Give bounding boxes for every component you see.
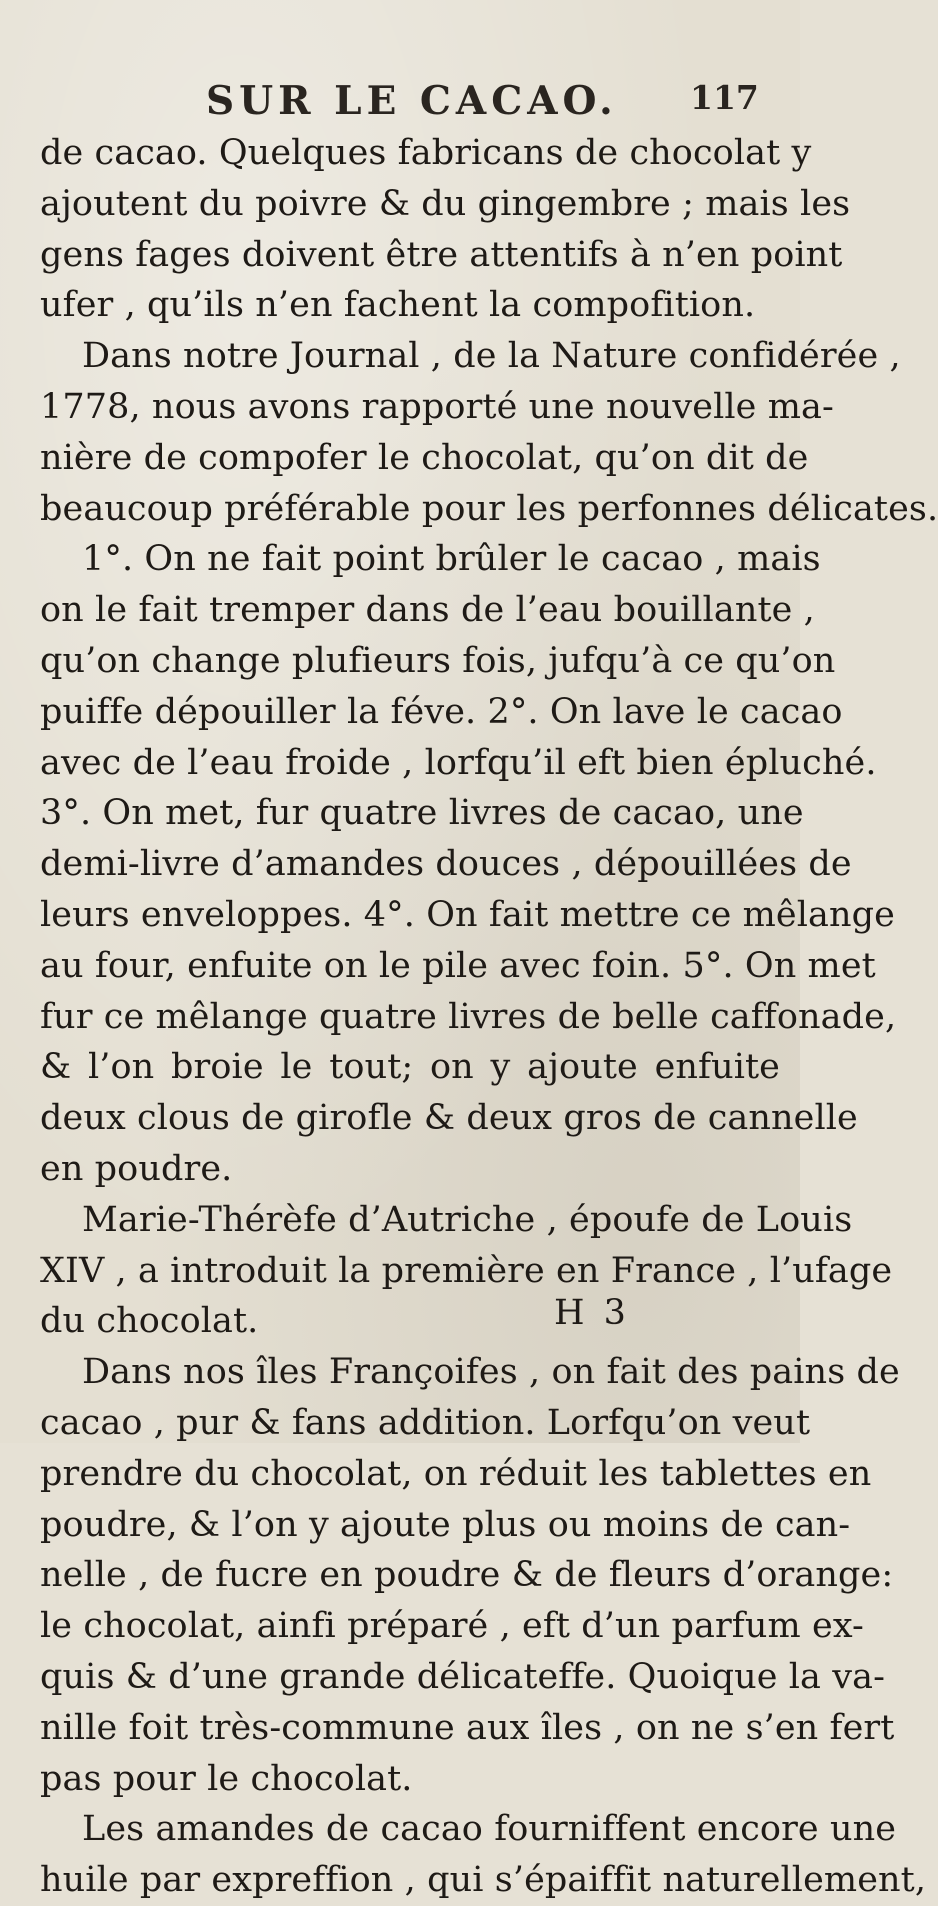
text-line: ufer , qu’ils n’en fachent la compofition.	[40, 285, 756, 326]
text-line: nelle , de fucre en poudre & de fleurs d’orange:	[40, 1555, 894, 1596]
text-line: du chocolat.	[40, 1301, 259, 1342]
text-line: 3°. On met, fur quatre livres de cacao, une	[40, 793, 804, 834]
text-line: leurs enveloppes. 4°. On fait mettre ce mêlange	[40, 894, 895, 935]
body-text	[40, 128, 938, 1906]
text-line: au four, enfuite on le pile avec foin. 5°. On met	[40, 945, 876, 986]
page-number: 117	[690, 78, 759, 117]
text-line: quis & d’une grande délicateffe. Quoique la va-	[40, 1656, 886, 1697]
signature-mark: H 3	[554, 1293, 630, 1333]
text-line: 1°. On ne fait point brûler le cacao , mais	[82, 539, 821, 580]
text-line: & l’on broie le tout; on y ajoute enfuite	[40, 1047, 780, 1088]
text-line: nière de compofer le chocolat, qu’on dit de	[40, 437, 809, 478]
text-line: avec de l’eau froide , lorfqu’il eft bien épluché.	[40, 742, 877, 783]
text-line: huile par expreffion , qui s’épaiffit naturellement,	[40, 1860, 927, 1901]
text-line: beaucoup préférable pour les perfonnes délicates.	[40, 488, 938, 529]
text-line: de cacao. Quelques fabricans de chocolat y	[40, 133, 812, 173]
text-line: demi-livre d’amandes douces , dépouillées de	[40, 844, 852, 885]
text-line: on le fait tremper dans de l’eau bouillante ,	[40, 590, 815, 631]
text-line: prendre du chocolat, on réduit les tablettes en	[40, 1453, 872, 1494]
text-line: XIV , a introduit la première en France , l’ufage	[40, 1250, 893, 1291]
text-line: Dans notre Journal , de la Nature confidérée ,	[82, 336, 901, 377]
text-line: qu’on change plufieurs fois, jufqu’à ce qu’on	[40, 640, 836, 681]
text-line: nille foit très-commune aux îles , on ne s’en fert	[40, 1707, 895, 1748]
text-line: ajoutent du poivre & du gingembre ; mais les	[40, 183, 851, 224]
text-line: puiffe dépouiller la féve. 2°. On lave le cacao	[40, 691, 843, 732]
running-title: SUR LE CACAO.	[206, 78, 618, 124]
text-line: le chocolat, ainfi préparé , eft d’un parfum ex-	[40, 1606, 864, 1647]
text-line: Les amandes de cacao fourniffent encore une	[82, 1809, 897, 1850]
text-line: gens fages doivent être attentifs à n’en point	[40, 234, 843, 275]
text-line: deux clous de girofle & deux gros de cannelle	[40, 1098, 858, 1139]
text-line: poudre, & l’on y ajoute plus ou moins de can-	[40, 1504, 851, 1545]
page-header	[0, 78, 800, 128]
text-line: 1778, nous avons rapporté une nouvelle ma-	[40, 386, 834, 427]
text-line: cacao , pur & fans addition. Lorfqu’on veut	[40, 1402, 811, 1443]
text-line: pas pour le chocolat.	[40, 1758, 413, 1799]
text-line: Dans nos îles Françoifes , on fait des pains de	[82, 1352, 900, 1393]
text-line: fur ce mêlange quatre livres de belle caffonade,	[40, 996, 897, 1037]
text-line: Marie-Thérèfe d’Autriche , époufe de Louis	[82, 1199, 853, 1240]
text-line: en poudre.	[40, 1148, 233, 1189]
